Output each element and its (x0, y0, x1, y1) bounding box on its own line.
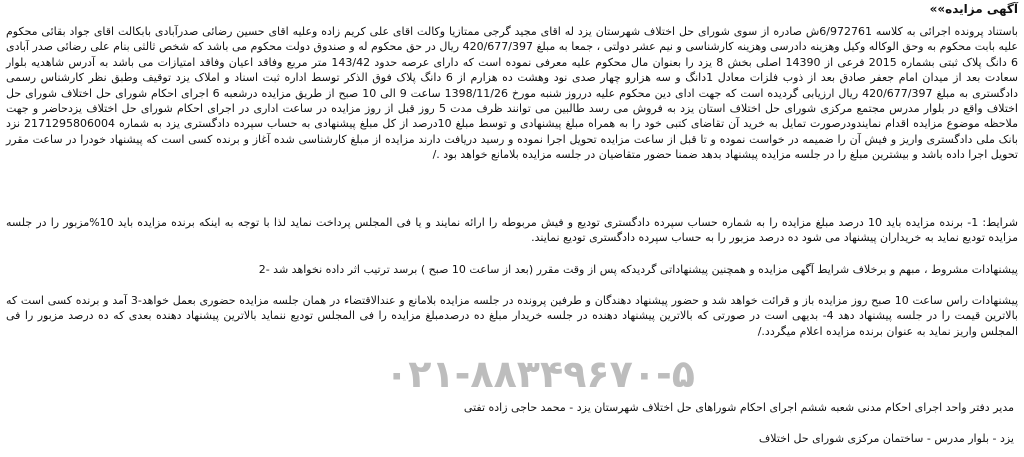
address-line: یزد - بلوار مدرس - ساختمان مرکزی شورای حل اختلاف (758, 432, 1014, 445)
phone-watermark: ۰۲۱-۸۸۳۴۹۶۷۰-۵ (385, 352, 695, 396)
notice-conditions-paragraph: شرایط: 1- برنده مزایده باید 10 درصد مبلغ مزایده را به شماره حساب سپرده دادگستری تودیع و فیش مربوطه را ارائه نمایند و یا فی المجلس پرداخت نماید لذا با توجه به اینکه برنده مزایده باید 10%مزبور را در جلسه مزایده تودیع نماید به خریداران پیشنهاد می شود ده درصد مزبور را به حساب سپرده دادگستری تودیع نمایند. (6, 216, 1018, 245)
notice-opening-paragraph: پیشنهادات راس ساعت 10 صبح روز مزایده باز و قرائت خواهد شد و حضور پیشنهاد دهندگان و طرفین پرونده در جلسه مزایده بلامانع و عندالاقتضاء در همان جلسه مزایده حضوری بعمل خواهد-3 آمد و برنده کسی است که بالاترین قیمت را در جلسه پیشنهاد دهد 4- بدیهی است در صورتی که بالاترین پیشنهاد دهنده در جلسه خریدار مبلغ ده درصدمبلغ مزایده را فی المجلس تودیع ننماید بالاترین پیشنهاد دهنده بعدی که ده درصد مزبور را فی المجلس واریز نماید به عنوان برنده مزایده اعلام میگردد./ (6, 294, 1019, 338)
notice-main-paragraph: باستناد پرونده اجرائی به کلاسه 6/972761ش صادره از سوی شورای حل اختلاف شهرستان یزد له اقای مجید گرجی ممتازیا وکالت اقای علی کریم زاده وعلیه اقای حسین رضائی صدرآبادی بابکالت اقای جواد بقائی محکوم علیه بابت محکوم به وحق الوکاله وکیل وهزینه دادرسی وهزینه کارشناسی و نیم عشر دولتی ، جمعا به مبلغ 420/677/397 ریال در حق محکوم له و صندوق دولت محکوم می باشد که شخص ثالثی بنام علی رضائی صدر آبادی 6 دانگ پلاک ثبتی بشماره 2015 فرعی از 14390 اصلی بخش 8 یزد را بعنوان مال محکوم علیه معرفی نموده است که دارای عرصه حدود 143/42 متر مربع وفاقد اعیان وفاقد امتیازات می باشد به آدرس شاهدیه بلوار سعادت بعد از میدان امام جعفر صادق بعد از ذوب فلزات معادل 1دانگ و سه هزارو چهار صدی نود وهشت ده هزارم از 6 دانگ پلاک فوق الذکر توسط اداره ثبت اسناد و املاک یزد توقیف وطبق نظر کارشناس رسمی دادگستری به مبلغ 420/677/397 ریال ارزیابی گردیده است که جهت ادای دین محکوم علیه درروز شنبه مورخ 1398/11/26 ساعت 9 الی 10 صبح از طریق مزایده درشعبه 6 اجرای احکام شورای حل اختلاف شورای حل اختلاف واقع در بلوار مدرس مجتمع مرکزی شورای حل اختلاف استان یزد به فروش می رسد طالبین می توانند ظرف مدت 5 روز قبل از روز مزایده در ساعت اداری در اجرای احکام شورای حل اختلاف یزدحاضر و جهت ملاحظه موضوع مزایده اقدام نمایندودرصورت تمایل به خرید آن تقاضای کتبی خود را به همراه مبلغ پیشنهادی و توسط مبلغ 10درصد از کل مبلغ پیشنهادی به حساب سپرده دادگستری یزد به شماره 2171295806004 نزد بانک ملی دادگستری واریز و فیش آن را ضمیمه در خواست نموده و تا قبل از ساعت مزایده تحویل اجرا نموده و رسید دریافت دارند مزایده از مبلغ کارشناسی شده آغاز و برنده کسی است که پیشنهاد خودرا در ساعت مقرر تحویل اجرا داده باشد و بیشترین مبلغ را در جلسه مزایده پیشنهاد بدهد ضمنا حضور متقاضیان در جلسه مزایده بلامانع خواهد بود ./ (6, 25, 1019, 162)
notice-conditional-offers-paragraph: پیشنهادات مشروط ، مبهم و برخلاف شرایط آگهی مزایده و همچنین پیشنهاداتی گردیدکه پس از وقت مقرر (بعد از ساعت 10 صبح ) برسد ترتیب اثر داده نخواهد شد -2 (258, 263, 1018, 276)
notice-title: آگهی مزایده»» (929, 2, 1018, 16)
signature-line: مدیر دفتر واحد اجرای احکام مدنی شعبه ششم اجرای احکام شوراهای حل اختلاف شهرستان یزد - محمد حاجی زاده تفتی (463, 401, 1014, 414)
